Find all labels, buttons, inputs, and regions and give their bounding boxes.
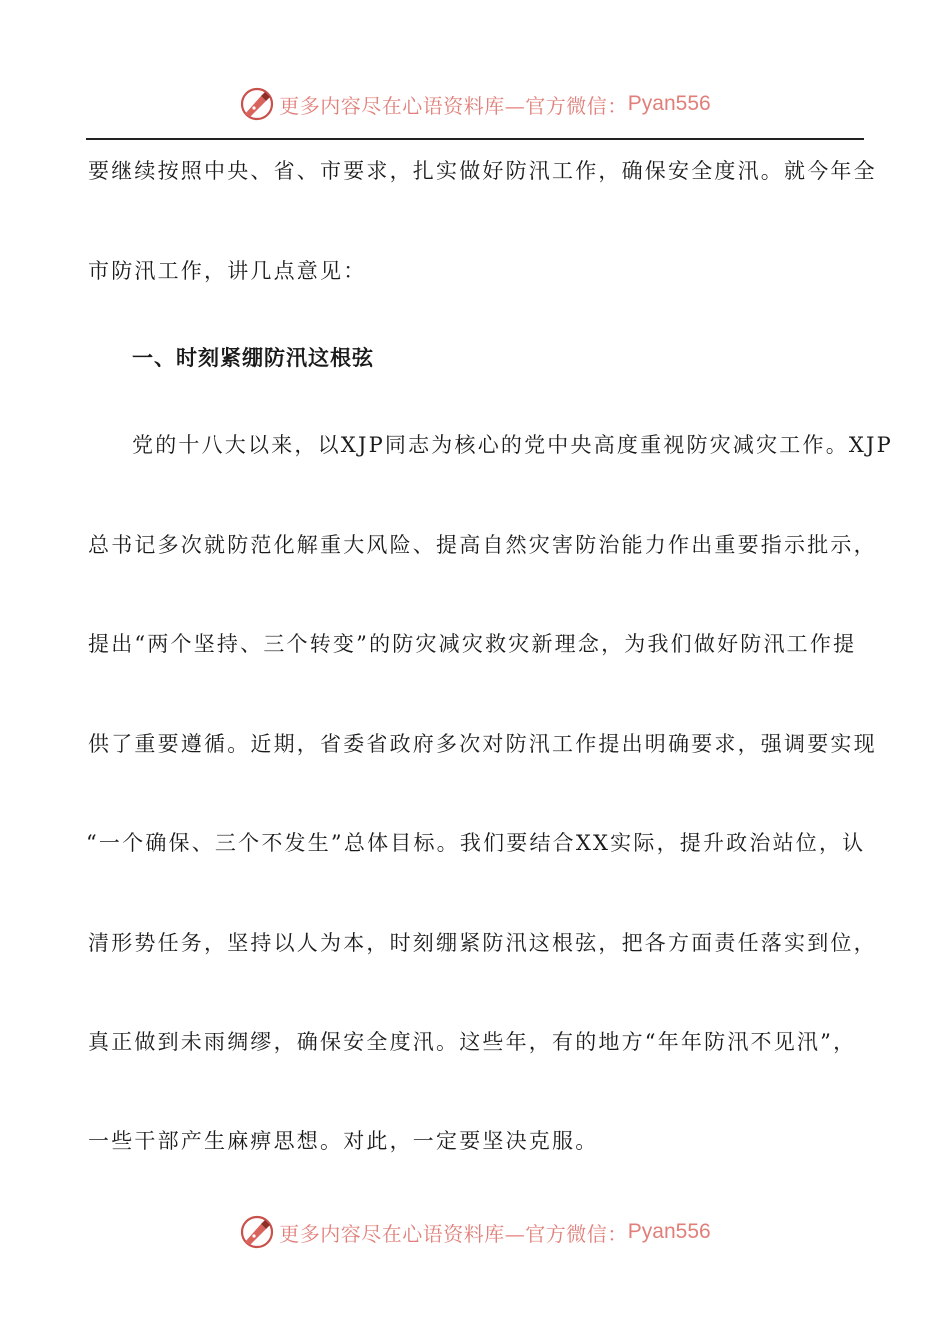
body-line: 党的十八大以来，以XJP同志为核心的党中央高度重视防灾减灾工作。XJP xyxy=(132,433,893,457)
body-line: 要继续按照中央、省、市要求，扎实做好防汛工作，确保安全度汛。就今年全 xyxy=(88,159,877,183)
body-line: 清形势任务，坚持以人为本，时刻绷紧防汛这根弦，把各方面责任落实到位， xyxy=(88,931,877,955)
body-line: 真正做到未雨绸缪，确保安全度汛。这些年，有的地方“年年防汛不见汛”， xyxy=(88,1030,857,1054)
footer-banner xyxy=(0,1208,950,1256)
body-line: “一个确保、三个不发生”总体目标。我们要结合XX实际，提升政治站位，认 xyxy=(86,831,866,855)
banner-wechat-id: Pyan556 xyxy=(627,1220,711,1243)
body-line: 总书记多次就防范化解重大风险、提高自然灾害防治能力作出重要指示批示， xyxy=(88,533,877,557)
pen-nib-circle-icon xyxy=(239,86,275,122)
banner-text: 更多内容尽在心语资料库—官方微信： xyxy=(279,1221,628,1246)
section-heading: 一、时刻紧绷防汛这根弦 xyxy=(132,345,374,370)
header-banner xyxy=(0,80,950,128)
body-line: 一些干部产生麻痹思想。对此，一定要坚决克服。 xyxy=(88,1129,599,1153)
header-divider xyxy=(86,138,864,140)
banner-text: 更多内容尽在心语资料库—官方微信： xyxy=(279,93,628,118)
pen-nib-circle-icon xyxy=(239,1214,275,1250)
body-line: 提出“两个坚持、三个转变”的防灾减灾救灾新理念，为我们做好防汛工作提 xyxy=(88,632,857,656)
body-line: 市防汛工作，讲几点意见： xyxy=(88,259,367,283)
body-line: 供了重要遵循。近期，省委省政府多次对防汛工作提出明确要求，强调要实现 xyxy=(88,732,877,756)
banner-wechat-id: Pyan556 xyxy=(627,92,711,115)
